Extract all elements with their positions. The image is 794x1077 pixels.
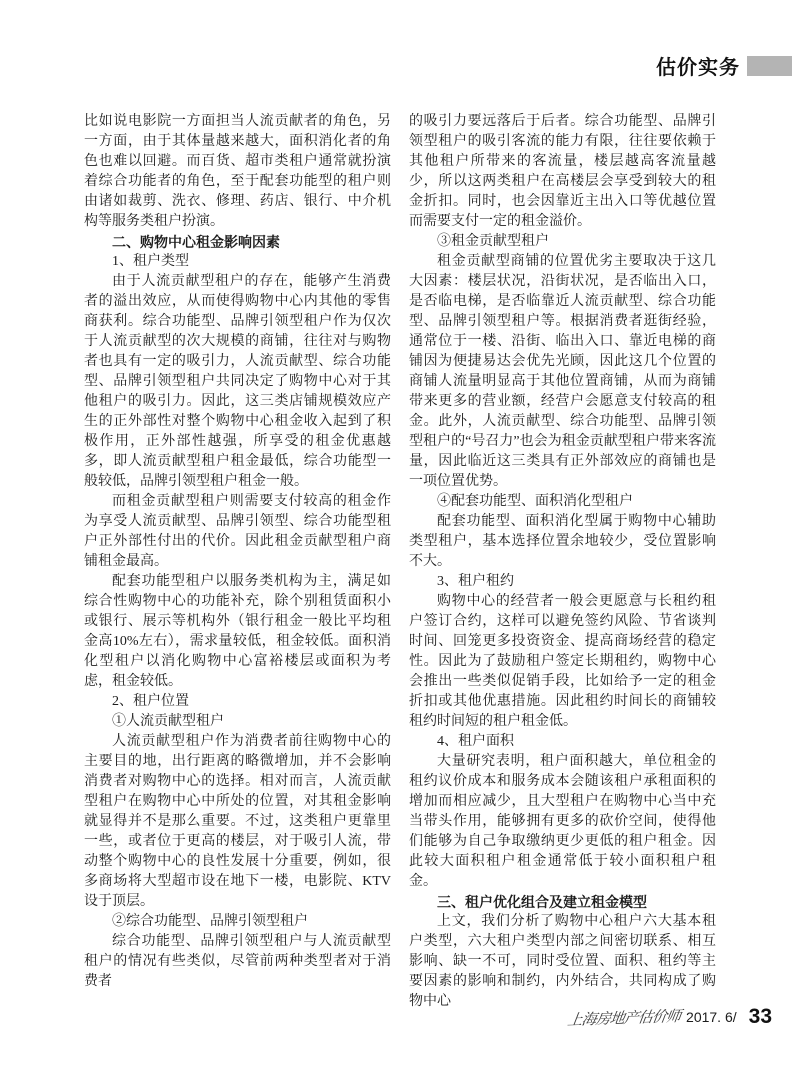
right-column [409,112,716,1012]
paragraph: 1、租户类型 [112,254,189,269]
section-heading: 三、租户优化组合及建立租金模型 [437,894,647,910]
paragraph: 3、租户租约 [437,574,514,589]
paragraph: 租金贡献型商铺的位置优劣主要取决于这几大因素：楼层状况，沿街状况，是否临出入口，是否临电梯，是否临靠近人流贡献型、综合功能型、品牌引领型租户等。根据消费者逛街经验，通常位于一楼、沿街、临出入口、靠近电梯的商铺因为便捷易达会优先光顾，因此这几个位置的商铺人流量明显高于其他位置商铺，从而为商铺带来更多的营业额，经营户会愿意支付较高的租金。此外，人流贡献型、综合功能型、品牌引领型租户的“号召力”也会为租金贡献型租户带来客流量，因此临近这三类具有正外部效应的商铺也是一项位置优势。 [409,254,716,489]
section-heading: 二、购物中心租金影响因素 [112,234,280,250]
section-label: 估价实务 [656,57,740,79]
journal-logotype: 上海房地产估价师 [566,1006,682,1029]
paragraph: 由于人流贡献型租户的存在，能够产生消费者的溢出效应，从而使得购物中心内其他的零售商获利。综合功能型、品牌引领型租户作为仅次于人流贡献型的次大规模的商铺，往往对与购物者也具有一定的吸引力，人流贡献型、综合功能型、品牌引领型租户共同决定了购物中心对于其他租户的吸引力。因此，这三类店铺规模效应产生的正外部性对整个购物中心租金收入起到了积极作用，正外部性越强，所享受的租金优惠越多，即人流贡献型租户租金最低，综合功能型一般较低，品牌引领型租户租金一般。 [84,274,391,489]
paragraph: 2、租户位置 [112,694,189,709]
issue-label: 2017. 6/ [686,1009,737,1025]
running-head [656,51,792,80]
paragraph: 4、租户面积 [437,734,514,749]
paragraph: 而租金贡献型租户则需要支付较高的租金作为享受人流贡献型、品牌引领型、综合功能型租户正外部性付出的代价。因此租金贡献型租户商铺租金最高。 [84,494,391,569]
paragraph: 比如说电影院一方面担当人流贡献者的角色，另一方面，由于其体量越来越大，面积消化者的角色也难以回避。而百货、超市类租户通常就扮演着综合功能者的角色，至于配套功能型的租户则由诸如裁剪、洗衣、修理、药店、银行、中介机构等服务类租户扮演。 [84,114,391,229]
paragraph: 购物中心的经营者一般会更愿意与长租约租户签订合约，这样可以避免签约风险、节省谈判时间、回笼更多投资资金、提高商场经营的稳定性。因此为了鼓励租户签定长期租约，购物中心会推出一些类似促销手段，比如给予一定的租金折扣或其他优惠措施。因此租约时间长的商铺较租约时间短的租户租金低。 [409,594,716,729]
paragraph: 上文，我们分析了购物中心租户六大基本租户类型，六大租户类型内部之间密切联系、相互影响、缺一不可，同时受位置、面积、租约等主要因素的影响和制约，内外结合，共同构成了购物中心 [409,914,716,1009]
left-column [84,112,391,1012]
paragraph: 大量研究表明，租户面积越大，单位租金的租约议价成本和服务成本会随该租户承租面积的增加而相应减少，且大型租户在购物中心当中充当带头作用，能够拥有更多的砍价空间，使得他们能够为自己争取缴纳更少更低的租户租金。因此较大面积租户租金通常低于较小面积租户租金。 [409,754,716,889]
page-number: 33 [748,1005,772,1028]
paragraph: ④配套功能型、面积消化型租户 [437,494,633,509]
paragraph: 配套功能型租户以服务类机构为主，满足如综合性购物中心的功能补充，除个别租赁面积小或银行、展示等机构外（银行租金一般比平均租金高10%左右），需求量较低，租金较低。面积消化型租户以消化购物中心富裕楼层或面积为考虑，租金较低。 [84,574,391,689]
paragraph: ①人流贡献型租户 [112,714,224,729]
paragraph: ②综合功能型、品牌引领型租户 [112,914,308,929]
paragraph: ③租金贡献型租户 [437,234,549,249]
article-body [84,112,716,1012]
header-gray-bar [747,56,792,76]
paragraph: 综合功能型、品牌引领型租户与人流贡献型租户的情况有些类似，尽管前两种类型者对于消费者 [84,934,391,989]
page-footer [568,1005,772,1029]
paragraph: 人流贡献型租户作为消费者前往购物中心的主要目的地，出行距离的略微增加，并不会影响消费者对购物中心的选择。相对而言，人流贡献型租户在购物中心中所处的位置，对其租金影响就显得并不是那么重要。不过，这类租户更靠里一些，或者位于更高的楼层，对于吸引人流，带动整个购物中心的良性发展十分重要，例如，很多商场将大型超市设在地下一楼，电影院、KTV设于顶层。 [84,734,391,909]
paragraph: 的吸引力要远落后于后者。综合功能型、品牌引领型租户的吸引客流的能力有限，往往要依赖于其他租户所带来的客流量，楼层越高客流量越少，所以这两类租户在高楼层会享受到较大的租金折扣。同时，也会因靠近主出入口等优越位置而需要支付一定的租金溢价。 [409,114,716,229]
paragraph: 配套功能型、面积消化型属于购物中心辅助类型租户，基本选择位置余地较少，受位置影响不大。 [409,514,716,569]
